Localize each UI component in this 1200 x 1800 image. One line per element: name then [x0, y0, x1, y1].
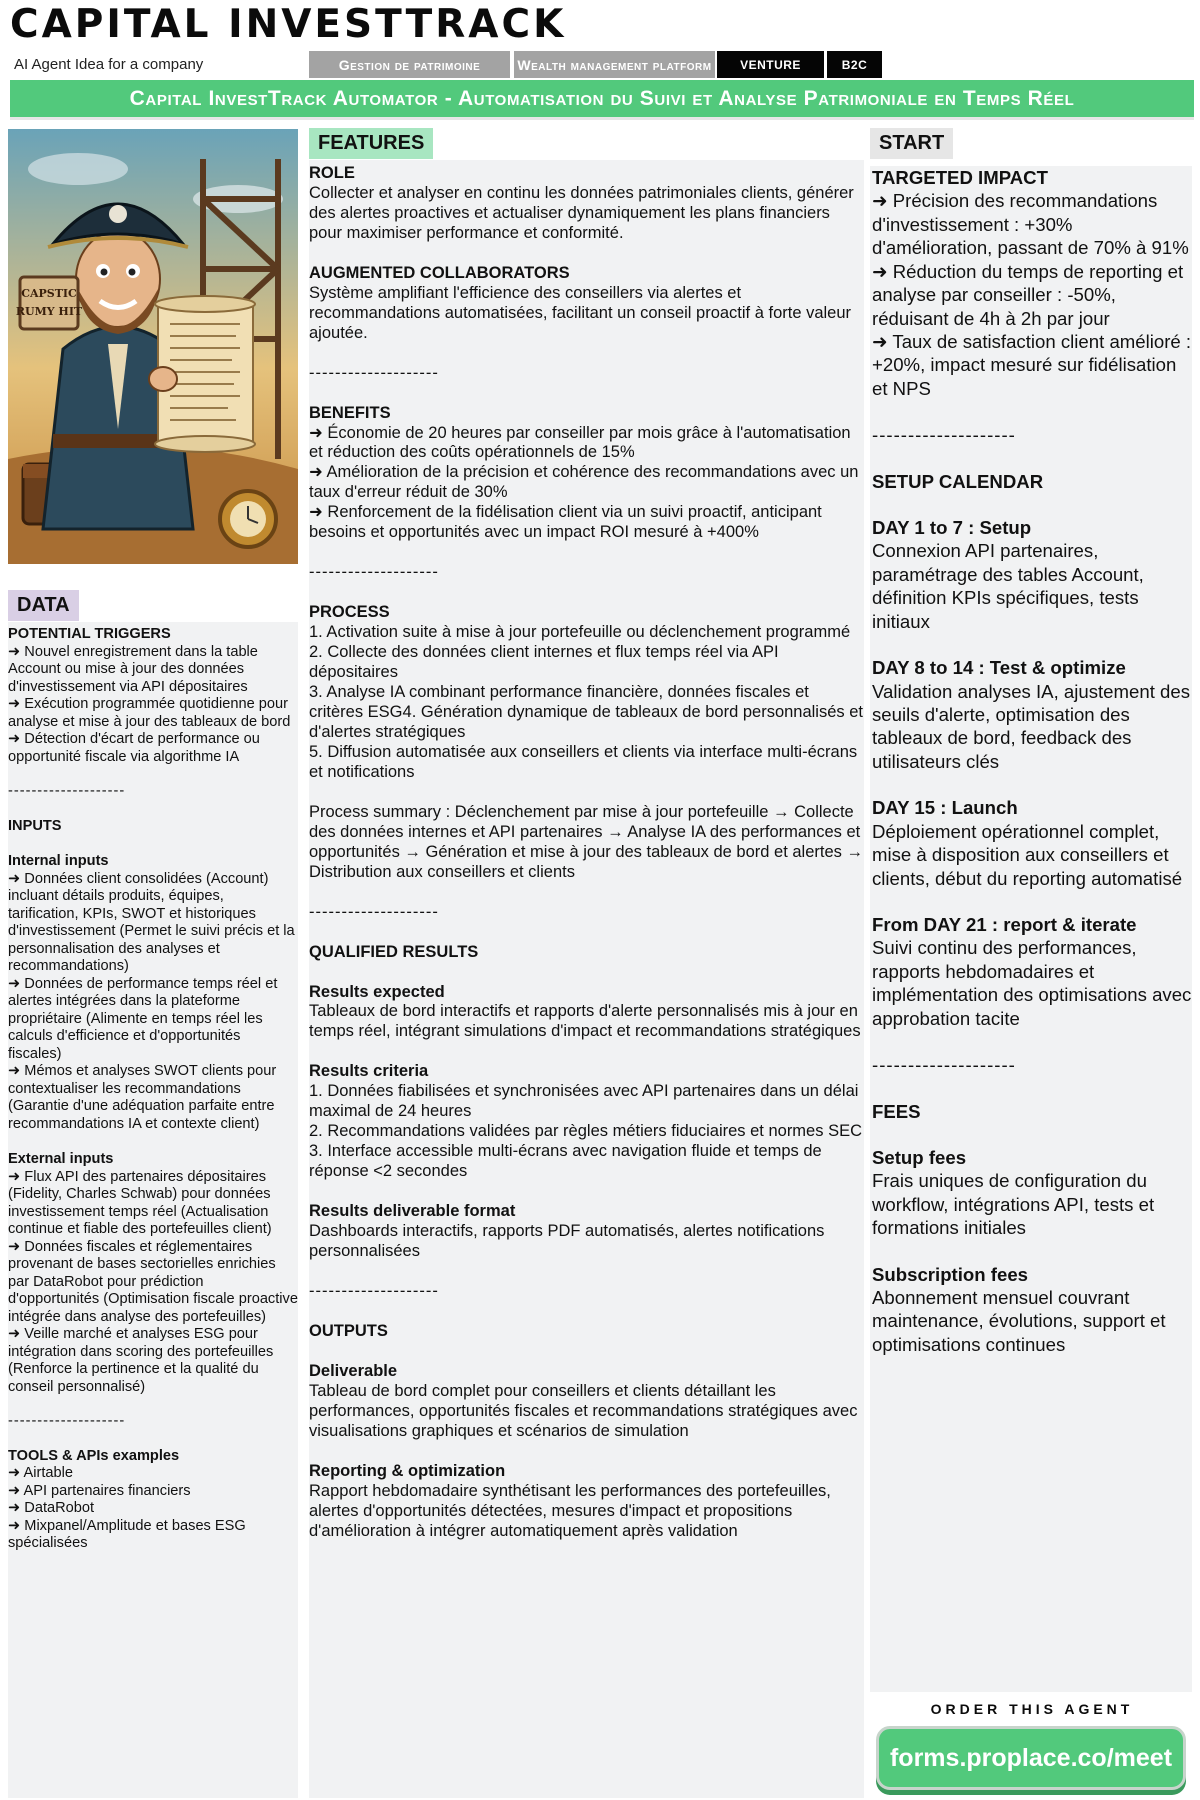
day8-text: Validation analyses IA, ajustement des seuils d'alerte, optimisation des tableaux de bord, feedback des utilisateurs clés: [872, 680, 1190, 772]
setup-fees-heading: Setup fees: [872, 1146, 967, 1168]
svg-text:RUMY HIT: RUMY HIT: [15, 305, 83, 318]
tool-item: ➜ Airtable: [8, 1465, 73, 1481]
features-label: FEATURES: [309, 128, 433, 159]
day1-heading: DAY 1 to 7 : Setup: [872, 517, 1032, 539]
order-link-button[interactable]: forms.proplace.co/meet: [876, 1726, 1186, 1790]
internal-inputs-heading: Internal inputs: [8, 853, 109, 869]
brand-title: CAPITAL INVESTTRACK: [10, 2, 567, 47]
external-input-item: ➜ Données fiscales et réglementaires provenant de bases sectorielles enrichies par DataRobot pour prédiction d'opportunités (Optimisation fiscale proactive intégrée dans analyse des portefeuilles): [8, 1238, 298, 1325]
impact-item: ➜ Précision des recommandations d'investissement : +30% d'amélioration, passant de 70% à 91%: [872, 190, 1189, 259]
separator: --------------------: [872, 1054, 1016, 1076]
title-banner: Capital InvestTrack Automator - Automatisation du Suivi et Analyse Patrimoniale en Temps Réel: [10, 80, 1194, 120]
setup-fees-text: Frais uniques de configuration du workflow, intégrations API, tests et formations initiales: [872, 1170, 1155, 1239]
deliverable-format-heading: Results deliverable format: [309, 1202, 516, 1221]
separator: --------------------: [309, 1281, 439, 1300]
results-expected-heading: Results expected: [309, 982, 445, 1001]
separator: --------------------: [8, 783, 126, 799]
criteria-item: 3. Interface accessible multi-écrans avec navigation fluide et temps de réponse <2 secondes: [309, 1142, 822, 1181]
criteria-item: 1. Données fiabilisées et synchronisées avec API partenaires dans un délai maximal de 24 heures: [309, 1082, 859, 1121]
tag-venture: VENTURE: [717, 51, 824, 78]
order-title: ORDER THIS AGENT: [930, 1701, 1134, 1717]
svg-text:CAPSTIC: CAPSTIC: [21, 287, 77, 300]
tag-wealth: Wealth management platform: [514, 51, 715, 78]
results-expected-text: Tableaux de bord interactifs et rapports d'alerte personnalisés mis à jour en temps réel, intégrant simulations d'impact et recommandations stratégiques: [309, 1002, 861, 1041]
trigger-item: ➜ Détection d'écart de performance ou opportunité fiscale via algorithme IA: [8, 731, 260, 765]
criteria-item: 2. Recommandations validées par règles métiers fiduciaires et normes SEC: [309, 1122, 862, 1141]
benefit-item: ➜ Renforcement de la fidélisation client via un suivi proactif, anticipant besoins et opportunités avec un impact ROI mesuré à +400%: [309, 503, 822, 542]
external-inputs-heading: External inputs: [8, 1151, 114, 1167]
reporting-text: Rapport hebdomadaire synthétisant les performances des portefeuilles, alertes d'opportunités détectées, mesures d'impact et propositions d'amélioration à intégrer automatiquement après validation: [309, 1481, 831, 1540]
targeted-impact-heading: TARGETED IMPACT: [872, 167, 1048, 188]
augmented-heading: AUGMENTED COLLABORATORS: [309, 263, 570, 282]
tag-b2c: B2C: [827, 51, 882, 78]
start-label: START: [870, 128, 953, 159]
process-step: 5. Diffusion automatisée aux conseillers et clients via interface multi-écrans et notifications: [309, 742, 858, 781]
fees-heading: FEES: [872, 1100, 921, 1122]
tagline: AI Agent Idea for a company: [14, 56, 204, 73]
day1-text: Connexion API partenaires, paramétrage des tables Account, définition KPIs spécifiques, tests initiaux: [872, 540, 1144, 632]
deliverable-text: Tableau de bord complet pour conseillers et clients détaillant les performances, opportunités fiscales et recommandations stratégiques avec visualisations graphiques et scénarios de simulation: [309, 1381, 858, 1440]
separator: --------------------: [309, 363, 439, 382]
separator: --------------------: [309, 563, 439, 582]
subscription-fees-text: Abonnement mensuel couvrant maintenance, évolutions, support et optimisations continues: [872, 1287, 1166, 1355]
impact-item: ➜ Taux de satisfaction client amélioré : +20%, impact mesuré sur fidélisation et NPS: [872, 330, 1192, 399]
subscription-fees-heading: Subscription fees: [872, 1263, 1029, 1285]
results-criteria-heading: Results criteria: [309, 1062, 429, 1081]
impact-item: ➜ Réduction du temps de reporting et analyse par conseiller : -50%, réduisant de 4h à 2h par jour: [872, 260, 1184, 329]
tag-gestion: Gestion de patrimoine: [309, 51, 510, 78]
outputs-heading: OUTPUTS: [309, 1321, 388, 1340]
process-summary: Process summary : Déclenchement par mise à jour portefeuille → Collecte des données internes et API partenaires → Analyse IA des performances et opportunités → Génération et mise à jour des tableaux de bord et alertes → Distribution aux conseillers et clients: [309, 802, 863, 881]
data-content: [8, 626, 298, 1553]
process-step: 3. Analyse IA combinant performance financière, données fiscales et critères ESG4. Génération dynamique de tableaux de bord personnalisés et d'alertes stratégiques: [309, 683, 863, 741]
day8-heading: DAY 8 to 14 : Test & optimize: [872, 657, 1126, 679]
external-input-item: ➜ Veille marché et analyses ESG pour intégration dans scoring des portefeuilles (Renforce la pertinence et la qualité du conseil personnalisé): [8, 1326, 274, 1395]
role-text: Collecter et analyser en continu les données patrimoniales clients, générer des alertes proactives et actualiser dynamiquement les plans financiers pour maximiser performance et conformité.: [309, 183, 854, 242]
benefit-item: ➜ Économie de 20 heures par conseiller par mois grâce à l'automatisation et réduction des coûts opérationnels de 15%: [309, 423, 851, 462]
process-step: 2. Collecte des données client internes et flux temps réel via API dépositaires: [309, 643, 779, 682]
trigger-item: ➜ Exécution programmée quotidienne pour analyse et mise à jour des tableaux de bord: [8, 696, 291, 730]
tools-heading: TOOLS & APIs examples: [8, 1447, 180, 1464]
role-heading: ROLE: [309, 164, 355, 182]
pirate-portrait-image: [8, 129, 298, 564]
tool-item: ➜ API partenaires financiers: [8, 1482, 191, 1499]
potential-triggers-heading: POTENTIAL TRIGGERS: [8, 626, 171, 642]
inputs-heading: INPUTS: [8, 817, 62, 834]
augmented-text: Système amplifiant l'efficience des conseillers via alertes et recommandations automatisées, facilitant un conseil proactif à forte valeur ajoutée.: [309, 283, 852, 342]
internal-input-item: ➜ Mémos et analyses SWOT clients pour contextualiser les recommandations (Garantie d'une adéquation parfaite entre recommandations IA et contexte client): [8, 1063, 277, 1132]
data-label: DATA: [8, 590, 79, 621]
process-heading: PROCESS: [309, 603, 390, 622]
day21-text: Suivi continu des performances, rapports hebdomadaires et implémentation des optimisations avec approbation tacite: [872, 937, 1192, 1029]
deliverable-heading: Deliverable: [309, 1361, 398, 1380]
qualified-results-heading: QUALIFIED RESULTS: [309, 942, 479, 961]
separator: --------------------: [8, 1413, 126, 1429]
process-step: 1. Activation suite à mise à jour portefeuille ou déclenchement programmé: [309, 623, 851, 642]
tool-item: ➜ Mixpanel/Amplitude et bases ESG spécialisées: [8, 1517, 246, 1551]
trigger-item: ➜ Nouvel enregistrement dans la table Account ou mise à jour des données d'investissement via API dépositaires: [8, 643, 258, 695]
external-input-item: ➜ Flux API des partenaires dépositaires (Fidelity, Charles Schwab) pour données investissement temps réel (Actualisation continue et fiable des portefeuilles client): [8, 1168, 272, 1237]
day15-text: Déploiement opérationnel complet, mise à disposition aux conseillers et clients, début du reporting automatisé: [872, 820, 1183, 889]
reporting-heading: Reporting & optimization: [309, 1461, 506, 1480]
benefits-heading: BENEFITS: [309, 403, 391, 422]
separator: --------------------: [872, 424, 1016, 446]
day15-heading: DAY 15 : Launch: [872, 797, 1018, 819]
benefit-item: ➜ Amélioration de la précision et cohérence des recommandations avec un taux d'erreur réduit de 30%: [309, 463, 859, 502]
start-content: [872, 166, 1192, 1356]
deliverable-format-text: Dashboards interactifs, rapports PDF automatisés, alertes notifications personnalisées: [309, 1222, 825, 1260]
internal-input-item: ➜ Données client consolidées (Account) incluant détails produits, équipes, tarification, KPIs, SWOT et historiques d'investissement (Permet le suivi précis et la personnalisation des analyses et recommandations): [8, 870, 295, 974]
separator: --------------------: [309, 902, 439, 921]
internal-input-item: ➜ Données de performance temps réel et alertes intégrées dans la plateforme propriétaire (Alimente en temps réel les calculs d'efficience et d'opportunités fiscales): [8, 975, 278, 1062]
setup-calendar-heading: SETUP CALENDAR: [872, 470, 1044, 492]
features-content: [309, 164, 867, 1541]
day21-heading: From DAY 21 : report & iterate: [872, 913, 1137, 935]
tool-item: ➜ DataRobot: [8, 1500, 95, 1516]
